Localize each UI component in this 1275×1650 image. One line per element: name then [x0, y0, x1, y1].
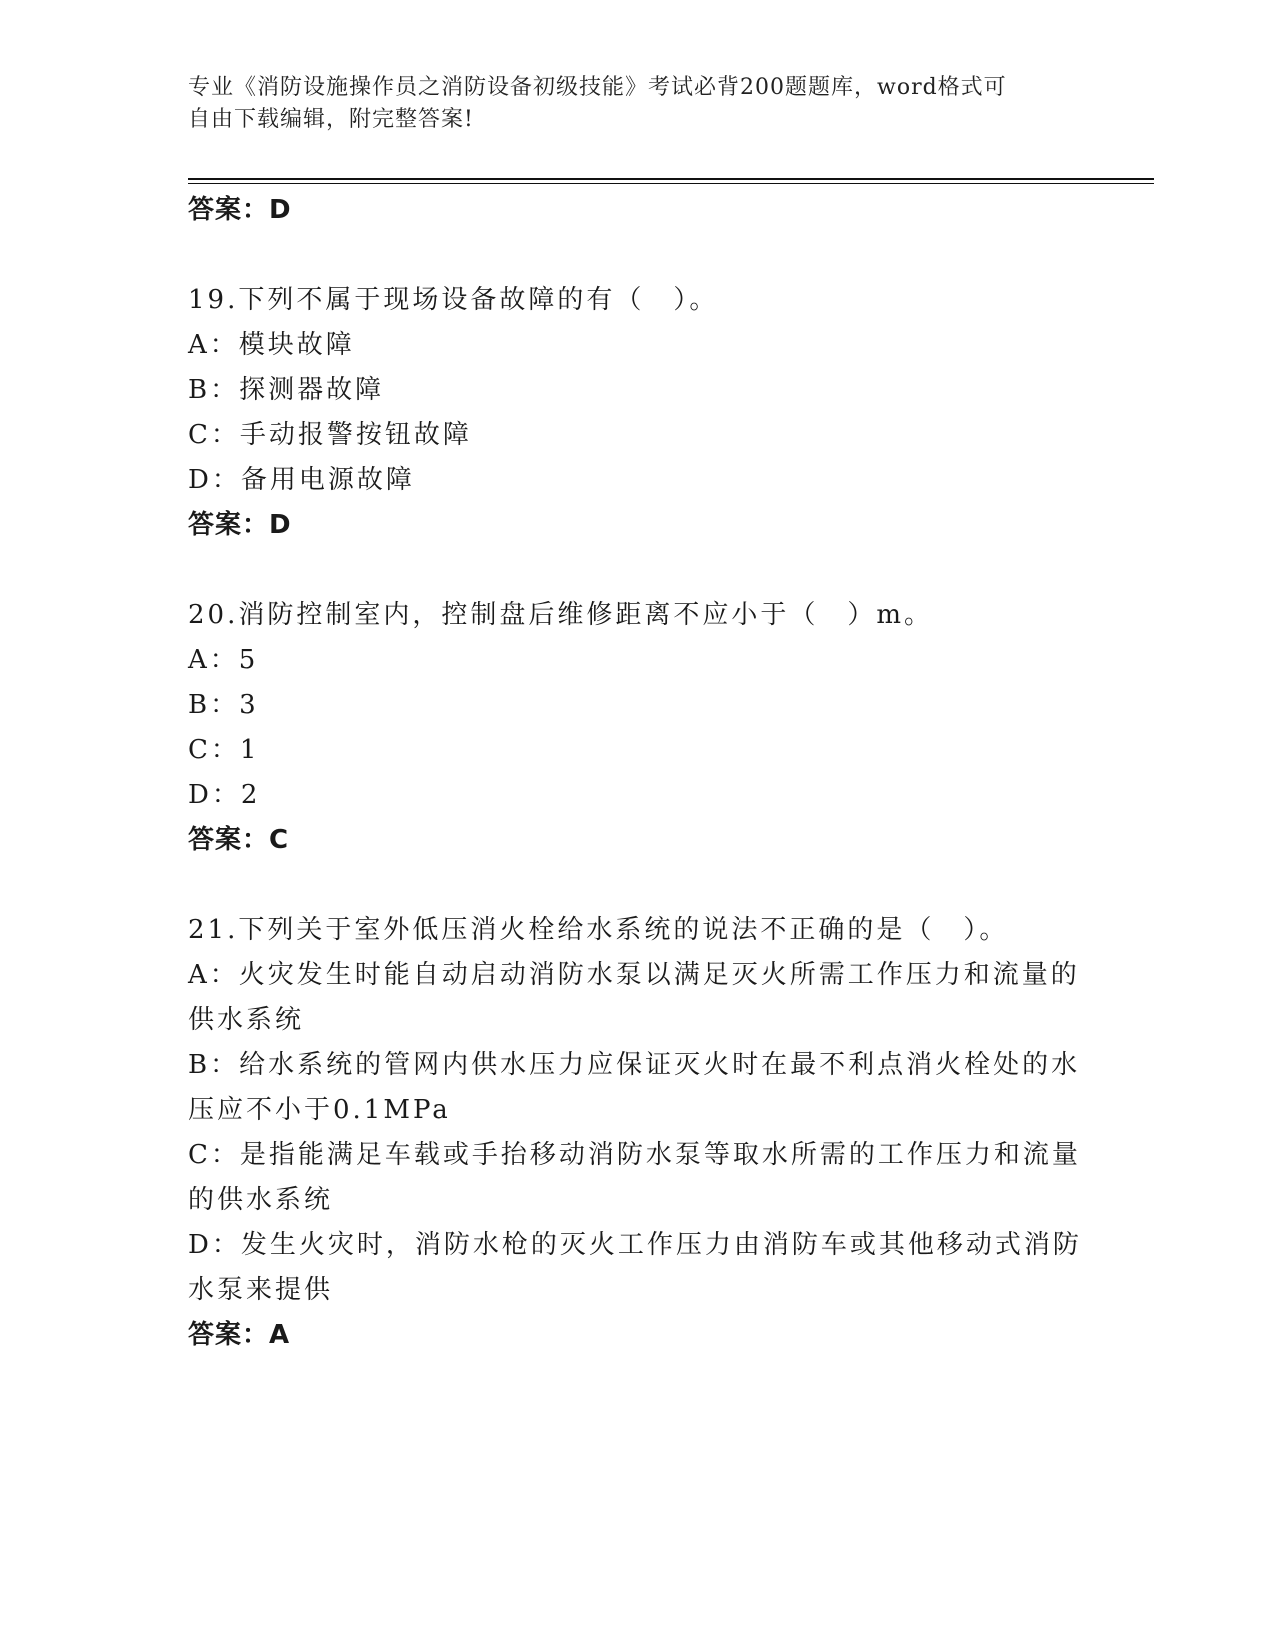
- question-21-option-a-cont: 供水系统: [188, 1005, 305, 1035]
- question-21-option-d-cont: 水泵来提供: [188, 1275, 334, 1305]
- header-line-2: 自由下载编辑，附完整答案!: [188, 107, 474, 132]
- question-21-option-d: D：发生火灾时，消防水枪的灭火工作压力由消防车或其他移动式消防: [188, 1230, 1082, 1260]
- question-21-stem: 21.下列关于室外低压消火栓给水系统的说法不正确的是（ ）。: [188, 915, 1009, 945]
- header-divider-thick: [188, 178, 1154, 180]
- answer-q21: 答案：A: [188, 1320, 291, 1350]
- question-19-option-c: C：手动报警按钮故障: [188, 420, 472, 450]
- header-divider-thin: [188, 183, 1154, 184]
- answer-q19: 答案：D: [188, 510, 292, 540]
- question-20-option-c: C：1: [188, 735, 260, 765]
- answer-q20: 答案：C: [188, 825, 290, 855]
- document-header: [188, 72, 1088, 136]
- question-21-option-b-cont: 压应不小于0.1MPa: [188, 1095, 451, 1125]
- question-19-stem: 19.下列不属于现场设备故障的有（ ）。: [188, 285, 719, 315]
- question-21-option-c: C：是指能满足车载或手抬移动消防水泵等取水所需的工作压力和流量: [188, 1140, 1081, 1170]
- answer-q18: 答案：D: [188, 195, 292, 225]
- question-19-option-d: D：备用电源故障: [188, 465, 415, 495]
- question-20-stem: 20.消防控制室内，控制盘后维修距离不应小于（ ）m。: [188, 600, 934, 630]
- question-21-option-a: A：火灾发生时能自动启动消防水泵以满足灭火所需工作压力和流量的: [188, 960, 1080, 990]
- question-21-option-c-cont: 的供水系统: [188, 1185, 334, 1215]
- question-19-option-a: A：模块故障: [188, 330, 355, 360]
- question-20-option-a: A：5: [188, 645, 259, 675]
- question-20-option-b: B：3: [188, 690, 259, 720]
- question-20-option-d: D：2: [188, 780, 261, 810]
- question-21-option-b: B：给水系统的管网内供水压力应保证灭火时在最不利点消火栓处的水: [188, 1050, 1081, 1080]
- header-line-1: 专业《消防设施操作员之消防设备初级技能》考试必背200题题库，word格式可: [188, 75, 1007, 100]
- question-19-option-b: B：探测器故障: [188, 375, 385, 405]
